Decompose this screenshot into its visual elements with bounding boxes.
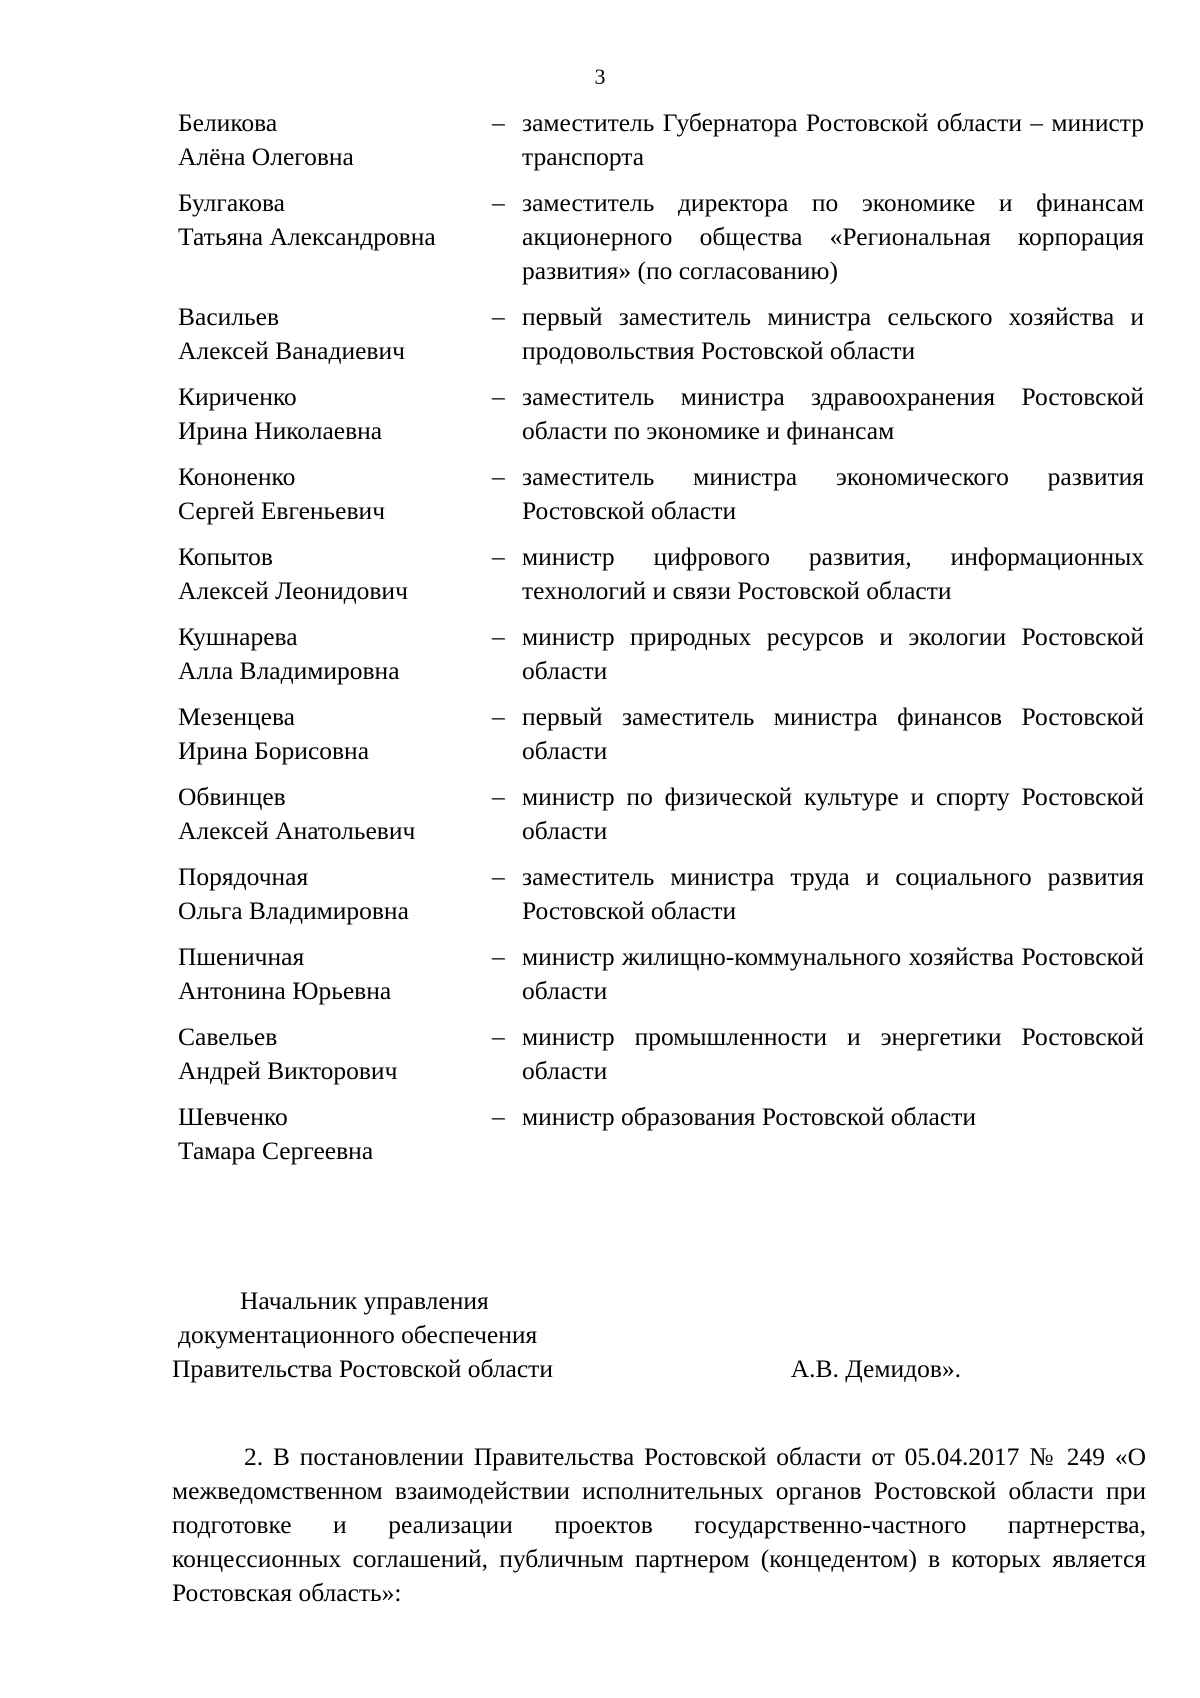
member-given-names: Алексей Леонидович bbox=[178, 576, 408, 605]
member-given-names: Алексей Ванадиевич bbox=[178, 336, 405, 365]
member-surname: Савельев bbox=[178, 1022, 278, 1051]
member-position: первый заместитель министра финансов Ростовской области bbox=[522, 702, 1144, 765]
member-name bbox=[178, 700, 492, 768]
member-name bbox=[178, 186, 492, 288]
member-given-names: Ольга Владимировна bbox=[178, 896, 409, 925]
page-number: 3 bbox=[594, 64, 606, 89]
member-surname: Порядочная bbox=[178, 862, 309, 891]
member-name bbox=[178, 860, 492, 928]
commission-members-list bbox=[178, 106, 1144, 1180]
member-position: заместитель директора по экономике и финансам акционерного общества «Региональная корпорация развития» (по согласованию) bbox=[522, 188, 1144, 285]
member-dash: – bbox=[492, 942, 505, 971]
member-position: министр образования Ростовской области bbox=[522, 1102, 976, 1131]
member-name bbox=[178, 1100, 492, 1168]
member-row bbox=[178, 860, 1144, 928]
member-row bbox=[178, 300, 1144, 368]
member-position: заместитель Губернатора Ростовской области – министр транспорта bbox=[522, 108, 1144, 171]
signatory-title-line-1: Начальник управления bbox=[240, 1286, 489, 1315]
amendment-paragraph: 2. В постановлении Правительства Ростовской области от 05.04.2017 № 249 «О межведомственном взаимодействии исполнительных органов Ростовской области при подготовке и реализации проектов государственно-частного партнерства, концессионных соглашений, публичным партнером (концедентом) в которых является Ростовская область»: bbox=[172, 1441, 1146, 1607]
member-surname: Кононенко bbox=[178, 462, 296, 491]
member-given-names: Тамара Сергеевна bbox=[178, 1136, 374, 1165]
member-dash: – bbox=[492, 302, 505, 331]
member-given-names: Татьяна Александровна bbox=[178, 222, 436, 251]
member-dash: – bbox=[492, 188, 505, 217]
member-name bbox=[178, 540, 492, 608]
member-position: заместитель министра здравоохранения Ростовской области по экономике и финансам bbox=[522, 382, 1144, 445]
member-row bbox=[178, 540, 1144, 608]
member-name bbox=[178, 460, 492, 528]
member-dash: – bbox=[492, 622, 505, 651]
member-position: заместитель министра экономического развития Ростовской области bbox=[522, 462, 1144, 525]
member-given-names: Алёна Олеговна bbox=[178, 142, 354, 171]
member-name bbox=[178, 300, 492, 368]
member-row bbox=[178, 106, 1144, 174]
member-dash: – bbox=[492, 782, 505, 811]
member-given-names: Андрей Викторович bbox=[178, 1056, 398, 1085]
member-row bbox=[178, 460, 1144, 528]
member-given-names: Алла Владимировна bbox=[178, 656, 400, 685]
member-row bbox=[178, 700, 1144, 768]
member-name bbox=[178, 380, 492, 448]
member-name bbox=[178, 1020, 492, 1088]
member-surname: Васильев bbox=[178, 302, 280, 331]
member-given-names: Антонина Юрьевна bbox=[178, 976, 392, 1005]
member-dash: – bbox=[492, 1102, 505, 1131]
member-dash: – bbox=[492, 462, 505, 491]
member-dash: – bbox=[492, 862, 505, 891]
member-dash: – bbox=[492, 382, 505, 411]
member-position: министр промышленности и энергетики Ростовской области bbox=[522, 1022, 1144, 1085]
member-surname: Кушнарева bbox=[178, 622, 298, 651]
member-position: министр цифрового развития, информационных технологий и связи Ростовской области bbox=[522, 542, 1144, 605]
signature-block bbox=[172, 1284, 1152, 1386]
member-name bbox=[178, 620, 492, 688]
signatory-title-line-2: документационного обеспечения bbox=[178, 1320, 538, 1349]
member-dash: – bbox=[492, 542, 505, 571]
member-position: министр природных ресурсов и экологии Ростовской области bbox=[522, 622, 1144, 685]
member-row bbox=[178, 380, 1144, 448]
member-dash: – bbox=[492, 702, 505, 731]
member-given-names: Ирина Борисовна bbox=[178, 736, 370, 765]
signer-name: А.В. Демидов». bbox=[790, 1354, 961, 1383]
member-given-names: Ирина Николаевна bbox=[178, 416, 383, 445]
member-name bbox=[178, 106, 492, 174]
member-name bbox=[178, 940, 492, 1008]
member-position: министр жилищно-коммунального хозяйства Ростовской области bbox=[522, 942, 1144, 1005]
member-dash: – bbox=[492, 1022, 505, 1051]
member-surname: Шевченко bbox=[178, 1102, 288, 1131]
member-surname: Беликова bbox=[178, 108, 278, 137]
member-surname: Булгакова bbox=[178, 188, 286, 217]
member-row bbox=[178, 1100, 1144, 1168]
signatory-line-3 bbox=[172, 1352, 1152, 1386]
member-given-names: Алексей Анатольевич bbox=[178, 816, 416, 845]
member-row bbox=[178, 1020, 1144, 1088]
member-position: первый заместитель министра сельского хозяйства и продовольствия Ростовской области bbox=[522, 302, 1144, 365]
member-row bbox=[178, 186, 1144, 288]
member-given-names: Сергей Евгеньевич bbox=[178, 496, 386, 525]
member-surname: Кириченко bbox=[178, 382, 297, 411]
member-row bbox=[178, 620, 1144, 688]
member-surname: Копытов bbox=[178, 542, 273, 571]
member-surname: Мезенцева bbox=[178, 702, 295, 731]
member-surname: Обвинцев bbox=[178, 782, 286, 811]
member-surname: Пшеничная bbox=[178, 942, 305, 971]
member-row bbox=[178, 780, 1144, 848]
member-row bbox=[178, 940, 1144, 1008]
member-position: министр по физической культуре и спорту Ростовской области bbox=[522, 782, 1144, 845]
member-name bbox=[178, 780, 492, 848]
member-position: заместитель министра труда и социального развития Ростовской области bbox=[522, 862, 1144, 925]
signatory-title-line-3: Правительства Ростовской области bbox=[172, 1354, 553, 1383]
member-dash: – bbox=[492, 108, 505, 137]
